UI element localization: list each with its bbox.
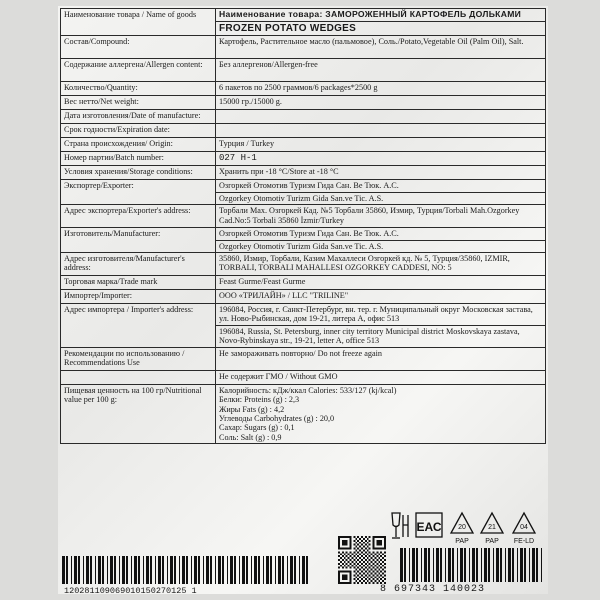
nutrition-label: Пищевая ценность на 100 гр/Nutritional value per 100 g: [61, 384, 216, 444]
spec-value: 6 пакетов по 2500 граммов/6 packages*2500 g [216, 82, 546, 96]
spec-value-line: Озгоркей Отомотив Туризм Гида Сан. Ве Тюк. А.С. [216, 180, 545, 192]
spec-row [61, 166, 546, 180]
spec-value-line: 196084, Россия, г. Санкт-Петербург, вн. тер. г. Муниципальный округ Московская застава, ул. Ново-Рыбинская, дом 19-21, литера А, офис 513 [216, 304, 545, 326]
icon-text: FE-LD [513, 538, 535, 545]
spec-value: Не содержит ГМО / Without GMO [216, 370, 546, 384]
spec-value: 027 H-1 [216, 152, 546, 166]
spec-value: Не замораживать повторно/ Do not freeze again [216, 347, 546, 370]
icon-text: 04 [520, 524, 528, 531]
spec-value-line: FROZEN POTATO WEDGES [219, 22, 357, 34]
spec-label: Дата изготовления/Date of manufacture: [61, 110, 216, 124]
ean-barcode [398, 548, 546, 582]
ean-barcode-number: 8 697343 140023 [380, 584, 486, 595]
spec-value: Feast Gurme/Feast Gurme [216, 276, 546, 290]
spec-value [216, 228, 546, 253]
spec-value [216, 304, 546, 348]
spec-value: Хранить при -18 °C/Store at -18 °C [216, 166, 546, 180]
spec-row [61, 82, 546, 96]
spec-value-line: Ozgorkey Otomotiv Turizm Gida San.ve Tic. A.S. [219, 241, 384, 251]
spec-row [61, 152, 546, 166]
spec-value: 15000 гр./15000 g. [216, 96, 546, 110]
spec-value: ООО «ТРИЛАЙН» / LLC "TRILINE" [216, 290, 546, 304]
icon-text: 20 [458, 524, 466, 531]
spec-row [61, 276, 546, 290]
spec-label: Содержание аллергена/Allergen content: [61, 59, 216, 82]
spec-label: Состав/Compound: [61, 36, 216, 59]
spec-value-line: Озгоркей Отомотив Туризм Гида Сан. Ве Тюк. А.С. [216, 228, 545, 240]
spec-row [61, 228, 546, 253]
spec-label [61, 370, 216, 384]
spec-value: 35860, Измир, Торбали, Казим Махаллеси Озгоркей кд. № 5, Турция/35860, IZMIR, TORBALI, TORBALI MAHALLESI OZGORKEY CADDESI, NO: 5 [216, 253, 546, 276]
spec-label: Номер партии/Batch number: [61, 152, 216, 166]
spec-row [61, 290, 546, 304]
spec-row [61, 370, 546, 384]
spec-value-line: 196084, Russia, St. Petersburg, inner city territory Municipal district Moskovskaya zastava, Novo-Rybinskaya str., 19-21, letter A, office 513 [219, 326, 520, 346]
spec-label: Страна происхождения/ Origin: [61, 138, 216, 152]
qr-code [338, 536, 386, 584]
spec-value [216, 110, 546, 124]
spec-value [216, 180, 546, 205]
spec-label: Срок годности/Expiration date: [61, 124, 216, 138]
spec-label: Адрес импортера / Importer's address: [61, 304, 216, 348]
spec-row [61, 138, 546, 152]
batch-barcode-number: 120281109069010150270125 1 [64, 586, 197, 596]
spec-row [61, 36, 546, 59]
nutrition-row [61, 384, 546, 444]
spec-label: Торговая марка/Trade mark [61, 276, 216, 290]
spec-value [216, 9, 546, 36]
spec-row [61, 124, 546, 138]
nutrition-line: Белки: Proteins (g) : 2,3 [219, 395, 300, 405]
nutrition-line: Углеводы Carbohydrates (g) : 20,0 [219, 414, 335, 424]
eac-cert-icon [416, 513, 442, 537]
spec-row [61, 9, 546, 36]
spec-row [61, 347, 546, 370]
spec-label: Количество/Quantity: [61, 82, 216, 96]
spec-row [61, 59, 546, 82]
spec-value [216, 124, 546, 138]
spec-label: Наименование товара / Name of goods [61, 9, 216, 36]
icon-text: PAP [485, 538, 499, 545]
spec-row [61, 304, 546, 348]
food-safe-icon [392, 513, 408, 538]
spec-label: Изготовитель/Manufacturer: [61, 228, 216, 253]
spec-label: Адрес изготовителя/Manufacturer's address: [61, 253, 216, 276]
batch-barcode [60, 556, 310, 584]
nutrition-line: Жиры Fats (g) : 4,2 [219, 404, 285, 414]
spec-value: Картофель, Растительное масло (пальмовое), Соль./Potato,Vegetable Oil (Palm Oil), Salt. [216, 36, 546, 59]
spec-label: Вес нетто/Net weight: [61, 96, 216, 110]
spec-label: Рекомендации по использованию / Recommendations Use [61, 347, 216, 370]
spec-label: Экспортер/Exporter: [61, 180, 216, 205]
icon-text: PAP [455, 538, 469, 545]
spec-label: Условия хранения/Storage conditions: [61, 166, 216, 180]
icon-text: 21 [488, 524, 496, 531]
nutrition-line: Сахар: Sugars (g) : 0,1 [219, 423, 295, 433]
spec-value: Без аллергенов/Allergen-free [216, 59, 546, 82]
nutrition-line: Калорийность: кДж/ккал Calories: 533/127 (kj/kcal) [219, 385, 397, 395]
packaging-icons [386, 507, 546, 547]
nutrition-line: Соль: Salt (g) : 0,9 [219, 432, 282, 442]
spec-value-line: Наименование товара: ЗАМОРОЖЕННЫЙ КАРТОФЕЛЬ ДОЛЬКАМИ [216, 9, 545, 22]
spec-value: Турция / Turkey [216, 138, 546, 152]
spec-value: Торбали Мах. Озгоркей Кад. №5 Торбали 35860, Измир, Турция/Torbali Mah.Ozgorkey Cad.No:5 Torbali 35860 İzmir/Turkey [216, 205, 546, 228]
spec-row [61, 253, 546, 276]
spec-label: Адрес экспортера/Exporter's address: [61, 205, 216, 228]
spec-label: Импортер/Importer: [61, 290, 216, 304]
product-spec-table [60, 8, 546, 444]
icon-text: ЕАС [416, 520, 442, 534]
spec-row [61, 110, 546, 124]
spec-row [61, 96, 546, 110]
spec-row [61, 180, 546, 205]
nutrition-values [216, 384, 546, 444]
spec-value-line: Ozgorkey Otomotiv Turizm Gida San.ve Tic. A.S. [219, 193, 384, 203]
spec-row [61, 205, 546, 228]
